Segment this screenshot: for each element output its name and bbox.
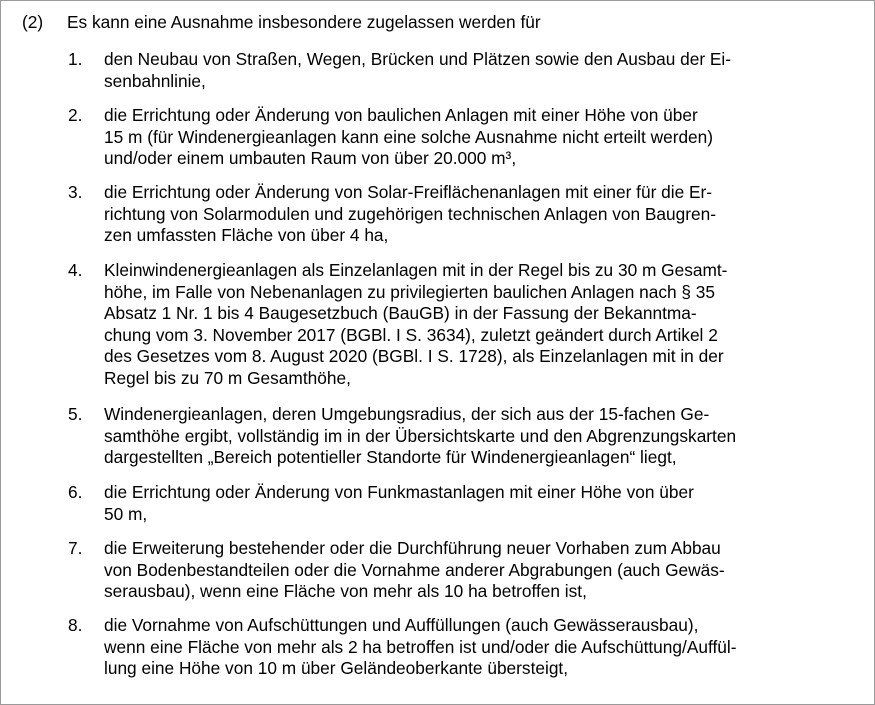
text-line: samthöhe ergibt, vollständig im in der Übersichtskarte und den Abgrenzungskarten: [104, 425, 737, 446]
text-line: lung eine Höhe von 10 m über Geländeoberkante übersteigt,: [104, 658, 569, 678]
list-item-number: 6.: [68, 482, 83, 502]
text-line: zen umfassten Fläche von über 4 ha,: [104, 225, 389, 245]
list-item-text: [104, 260, 727, 389]
paragraph-number: (2): [22, 12, 44, 32]
list-item-text: [104, 482, 694, 525]
text-line: 15 m (für Windenergieanlagen kann eine solche Ausnahme nicht erteilt werden): [104, 126, 714, 147]
list-item-text: [104, 105, 713, 170]
list-item-number: 2.: [68, 105, 83, 125]
text-line: den Neubau von Straßen, Wegen, Brücken und Plätzen sowie den Ausbau der Ei-: [104, 49, 732, 69]
text-line: dargestellten „Bereich potentieller Standorte für Windenergieanlagen“ liegt,: [104, 447, 677, 467]
text-line: die Errichtung oder Änderung von baulichen Anlagen mit einer Höhe von über: [104, 105, 698, 125]
text-line: Regel bis zu 70 m Gesamthöhe,: [104, 367, 351, 388]
list-item-number: 4.: [68, 260, 83, 280]
text-line: die Errichtung oder Änderung von Funkmastanlagen mit einer Höhe von über: [104, 482, 694, 502]
text-line: die Erweiterung bestehender oder die Durchführung neuer Vorhaben zum Abbau: [104, 538, 721, 558]
text-line: senbahnlinie,: [104, 70, 206, 91]
list-item-text: [104, 404, 736, 469]
text-line: Absatz 1 Nr. 1 bis 4 Baugesetzbuch (BauGB) in der Fassung der Bekanntma-: [104, 303, 697, 323]
list-item-number: 3.: [68, 182, 83, 202]
text-line: Kleinwindenergieanlagen als Einzelanlagen mit in der Regel bis zu 30 m Gesamt-: [104, 260, 728, 280]
text-line: höhe, im Falle von Nebenanlagen zu privilegierten baulichen Anlagen nach § 35: [104, 281, 716, 302]
text-line: von Bodenbestandteilen oder die Vornahme anderer Abgrabungen (auch Gewäs-: [104, 559, 725, 580]
text-line: die Errichtung oder Änderung von Solar-Freiflächenanlagen mit einer für die Er-: [104, 182, 713, 202]
text-line: Windenergieanlagen, deren Umgebungsradius, der sich aus der 15-fachen Ge-: [104, 404, 710, 424]
list-item-text: [104, 182, 716, 247]
list-item-text: [104, 49, 731, 92]
list-item-number: 5.: [68, 404, 83, 424]
list-item-number: 1.: [68, 49, 83, 69]
text-line: richtung von Solarmodulen und zugehörigen technischen Anlagen von Baugren-: [104, 203, 716, 224]
text-line: chung vom 3. November 2017 (BGBl. I S. 3634), zuletzt geändert durch Artikel 2: [104, 324, 718, 345]
list-item-text: [104, 538, 725, 603]
text-line: 50 m,: [104, 503, 148, 524]
text-line: die Vornahme von Aufschüttungen und Auffüllungen (auch Gewässerausbau),: [104, 615, 699, 635]
list-item-number: 7.: [68, 538, 83, 558]
text-line: wenn eine Fläche von mehr als 2 ha betroffen ist und/oder die Aufschüttung/Auffül-: [104, 636, 737, 657]
text-line: und/oder einem umbauten Raum von über 20.000 m³,: [104, 148, 517, 168]
paragraph-intro: Es kann eine Ausnahme insbesondere zugelassen werden für: [67, 12, 541, 32]
list-item-number: 8.: [68, 615, 83, 635]
text-line: serausbau), wenn eine Fläche von mehr als 10 ha betroffen ist,: [104, 581, 587, 601]
text-line: des Gesetzes vom 8. August 2020 (BGBl. I S. 1728), als Einzelanlagen mit in der: [104, 346, 724, 366]
list-item-text: [104, 615, 736, 680]
